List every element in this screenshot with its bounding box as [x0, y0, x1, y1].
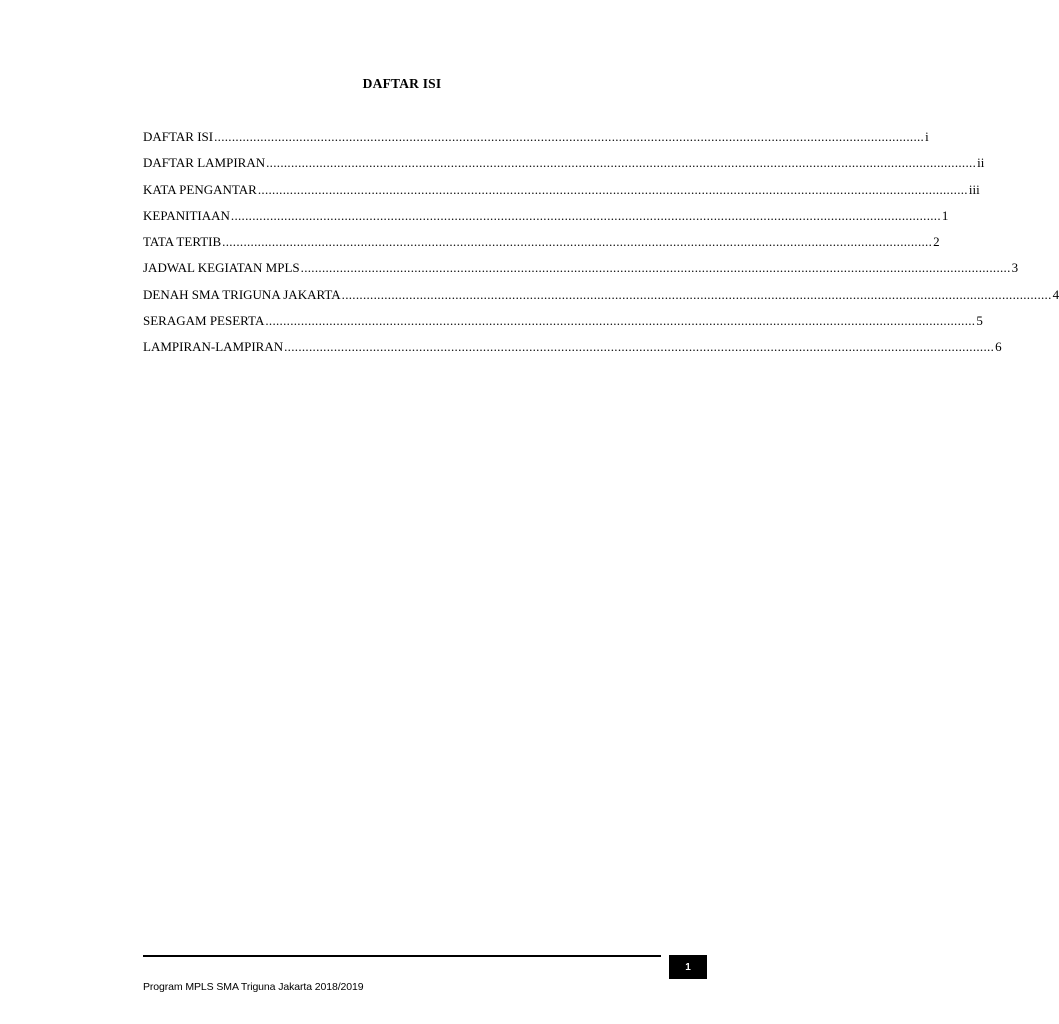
toc-entry-tata-tertib[interactable]: [143, 234, 940, 260]
toc-leader-dots: ........................................................................................................................................................................................................: [257, 181, 968, 197]
toc-leader-dots: ........................................................................................................................................................................................................: [214, 129, 925, 144]
toc-entry-label: KATA PENGANTAR: [143, 181, 257, 197]
footer-divider: [143, 955, 661, 957]
toc-entry-page: 4: [1052, 286, 1059, 302]
toc-entry-jadwal-kegiatan[interactable]: [143, 260, 1019, 286]
toc-leader-dots: ........................................................................................................................................................................................................: [300, 260, 1011, 276]
toc-entry-daftar-lampiran[interactable]: [143, 155, 985, 181]
toc-entry-label: DAFTAR ISI: [143, 129, 214, 144]
toc-leader-dots: ........................................................................................................................................................................................................: [284, 339, 995, 355]
table-of-contents: [143, 129, 1059, 366]
page-title: DAFTAR ISI: [362, 76, 442, 91]
toc-entry-daftar-isi[interactable]: [143, 129, 929, 155]
toc-entry-lampiran-lampiran[interactable]: [143, 339, 1002, 365]
toc-entry-page: 5: [976, 313, 983, 329]
toc-entry-page: 3: [1011, 260, 1019, 276]
page-number: 1: [685, 961, 691, 973]
toc-leader-dots: ........................................................................................................................................................................................................: [341, 286, 1052, 302]
footer-text: Program MPLS SMA Triguna Jakarta 2018/2019: [143, 981, 364, 993]
toc-entry-denah[interactable]: [143, 286, 1059, 313]
toc-entry-page: 2: [933, 234, 940, 250]
toc-entry-label: LAMPIRAN-LAMPIRAN: [143, 339, 284, 355]
toc-entry-page: ii: [977, 155, 985, 171]
toc-entry-page: i: [925, 129, 929, 144]
toc-entry-kepanitiaan[interactable]: [143, 207, 949, 234]
toc-leader-dots: ........................................................................................................................................................................................................: [266, 155, 977, 171]
toc-entry-label: DAFTAR LAMPIRAN: [143, 155, 266, 171]
toc-leader-dots: ........................................................................................................................................................................................................: [222, 234, 933, 250]
toc-entry-label: JADWAL KEGIATAN MPLS: [143, 260, 300, 276]
toc-leader-dots: ........................................................................................................................................................................................................: [230, 207, 941, 223]
toc-entry-label: KEPANITIAAN: [143, 207, 230, 223]
toc-entry-label: SERAGAM PESERTA: [143, 313, 265, 329]
toc-leader-dots: ........................................................................................................................................................................................................: [265, 313, 976, 329]
toc-entry-kata-pengantar[interactable]: [143, 181, 980, 208]
toc-entry-page: iii: [968, 181, 980, 197]
toc-entry-label: TATA TERTIB: [143, 234, 222, 250]
page-number-badge: [669, 955, 707, 979]
toc-entry-page: 6: [995, 339, 1002, 355]
toc-entry-seragam-peserta[interactable]: [143, 313, 983, 339]
toc-entry-page: 1: [941, 207, 949, 223]
toc-entry-label: DENAH SMA TRIGUNA JAKARTA: [143, 286, 341, 302]
